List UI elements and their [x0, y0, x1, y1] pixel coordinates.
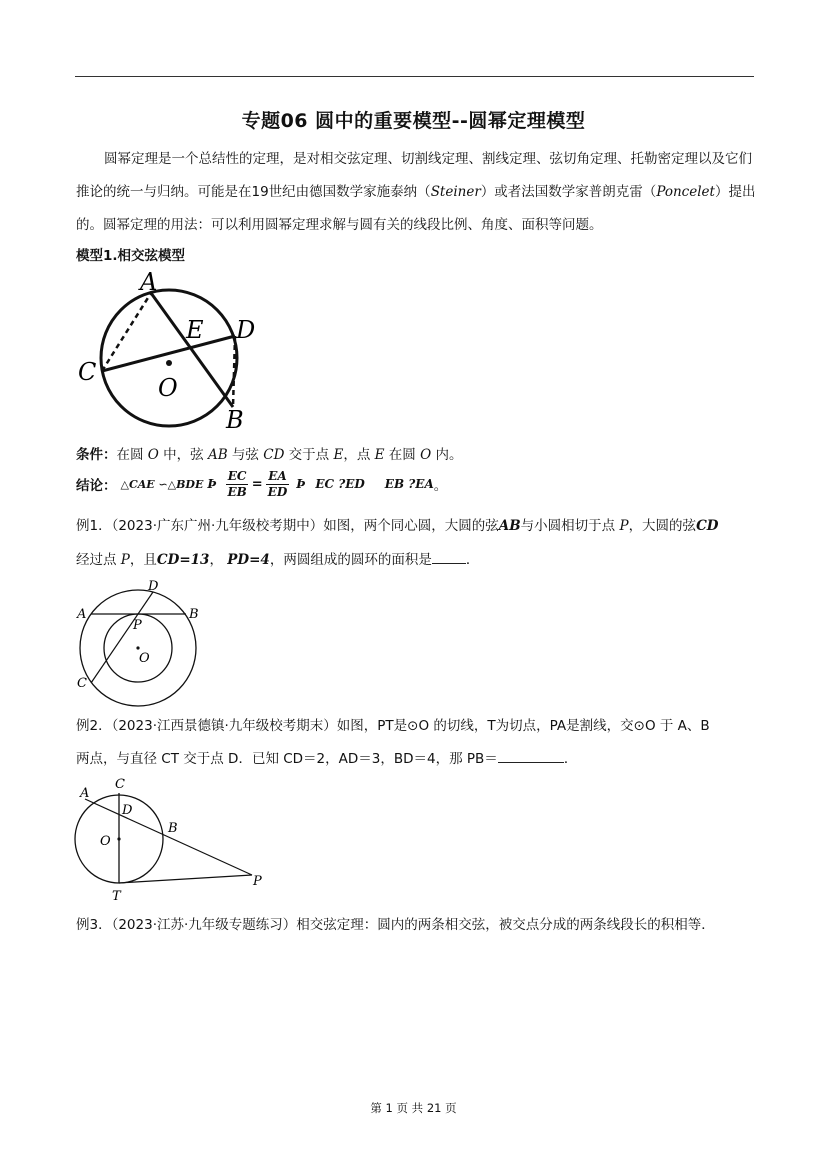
model1-heading: 模型1.相交弦模型	[76, 248, 186, 264]
page-title: 专题06 圆中的重要模型--圆幂定理模型	[241, 110, 586, 132]
example2-line1: 例2．（2023·江西景德镇·九年级校考期末）如图，PT是⊙O 的切线，T为切点，PA是割线，交⊙O 于 A、B	[76, 718, 710, 734]
model1-circle	[101, 290, 237, 426]
intro-paragraph: 圆幂定理是一个总结性的定理，是对相交弦定理、切割线定理、割线定理、弦切角定理、托勒密定理以及它们推论的统一与归纳。可能是在19世纪由德国数学家施泰纳（Steiner）或者法国数学家普朗克雷（Poncelet）提出的。圆幂定理的用法：可以利用圆幂定理求解与圆有关的线段比例、角度、面积等问题。	[76, 151, 756, 233]
example1-line1: 例1．（2023·广东广州·九年级校考期中）如图，两个同心圆，大圆的弦AB与小圆相切于点 P，大圆的弦CD	[76, 518, 719, 534]
example1-line2: 经过点 P，且CD=13， PD=4，两圆组成的圆环的面积是 ．	[76, 552, 480, 568]
label-d: D	[122, 803, 133, 818]
example1-figure	[76, 578, 211, 698]
page-footer: 第 1 页 共 21 页	[370, 1101, 457, 1115]
label-o: O	[100, 834, 111, 849]
example3-line1: 例3．（2023·江苏·九年级专题练习）相交弦定理：圆内的两条相交弦，被交点分成的两条线段长的积相等．	[76, 917, 715, 933]
label-b: B	[226, 406, 244, 434]
label-a: A	[140, 268, 158, 296]
fraction-ea-ed: $\frac{EA}{ED}$	[267, 468, 288, 499]
model1-condition: 条件：在圆 O 中，弦 AB 与弦 CD 交于点 E，点 E 在圆 O 内。	[76, 447, 463, 463]
label-e: E	[186, 316, 204, 344]
answer-blank-2[interactable]	[498, 750, 564, 763]
label-t: T	[112, 889, 121, 904]
example2-figure	[74, 775, 269, 904]
label-d: D	[148, 579, 159, 594]
label-p: P	[253, 874, 262, 889]
chord-cd	[91, 592, 153, 683]
label-a: A	[80, 786, 90, 801]
label-b: B	[168, 821, 178, 836]
label-o: O	[158, 374, 178, 402]
answer-blank-1[interactable]	[432, 551, 466, 564]
label-c: C	[78, 358, 97, 386]
label-c: C	[77, 676, 87, 691]
model1-figure	[76, 268, 276, 434]
center-dot	[166, 360, 172, 366]
label-p: P	[133, 618, 142, 633]
label-o: O	[139, 651, 150, 666]
center-dot	[117, 837, 120, 840]
label-a: A	[77, 607, 87, 622]
header-rule	[75, 76, 754, 77]
tangent-pt	[119, 875, 252, 883]
label-b: B	[189, 607, 199, 622]
label-d: D	[236, 316, 256, 344]
label-c: C	[115, 777, 125, 792]
example2-line2: 两点，与直径 CT 交于点 D．已知 CD＝2，AD＝3，BD＝4，那 PB＝ ．	[76, 751, 578, 767]
model1-conclusion: 结论： △CAE ∽△BDE Þ $\frac{EC}{EB}$ = $\frac{EA}{ED}$ Þ EC ?ED EB ?EA 。	[76, 468, 448, 499]
fraction-ec-eb: $\frac{EC}{EB}$	[227, 468, 247, 499]
center-dot	[136, 646, 139, 649]
